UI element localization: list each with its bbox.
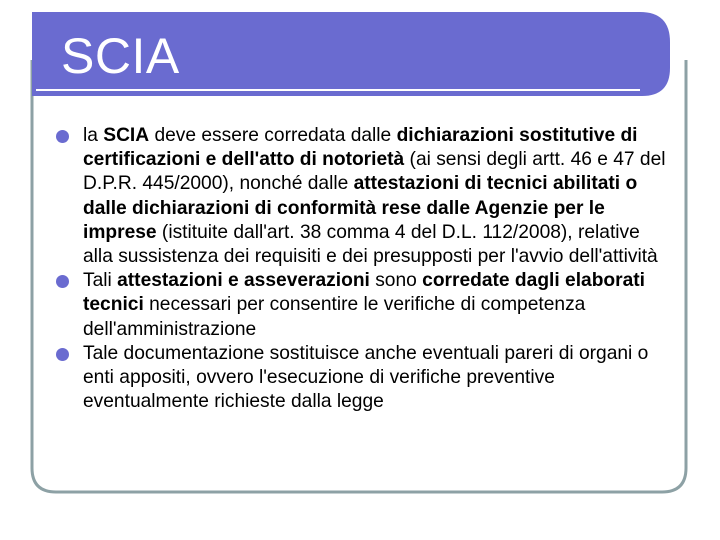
bullet-list (56, 124, 666, 414)
bullet-text: (istituite dall'art. 38 comma 4 del D.L. 112/2008), relative alla sussistenza dei requisiti e dei presupposti per l'avvio dell'attività (83, 221, 658, 268)
bullet-text: Tale documentazione sostituisce anche eventuali pareri di organi o enti appositi, ovvero l'esecuzione di verifiche preventive eventualmente richieste dalla legge (83, 342, 649, 413)
bullet-dot-icon (56, 348, 69, 361)
bullet-text: (ai sensi degli artt. 46 e 47 del D.P.R. 445/2000), nonché dalle (83, 149, 666, 195)
bullet-text: deve essere corredata dalle (149, 125, 397, 146)
bullet-text-bold: attestazioni di tecnici abilitati o dalle dichiarazioni di conformità rese dalle Agenzie per le imprese (83, 173, 638, 243)
bullet-dot-icon (56, 130, 69, 143)
bullet-list-container (56, 124, 666, 414)
bullet-text: sono (369, 270, 423, 292)
bullet-item (56, 124, 666, 269)
bullet-text-bold: corredate dagli elaborati tecnici (83, 270, 646, 316)
bullet-text: Tali (83, 270, 118, 292)
slide-title: SCIA (61, 28, 180, 84)
bullet-text-bold: attestazioni e asseverazioni (117, 270, 370, 292)
bullet-item (56, 342, 666, 415)
bullet-text-bold: SCIA (103, 125, 150, 146)
bullet-item (56, 269, 666, 342)
bullet-dot-icon (56, 275, 69, 288)
bullet-text: necessari per consentire le verifiche di competenza dell'amministrazione (83, 294, 586, 340)
bullet-text: la (83, 125, 104, 146)
bullet-text-bold: dichiarazioni sostitutive di certificazioni e dell'atto di notorietà (83, 125, 638, 171)
